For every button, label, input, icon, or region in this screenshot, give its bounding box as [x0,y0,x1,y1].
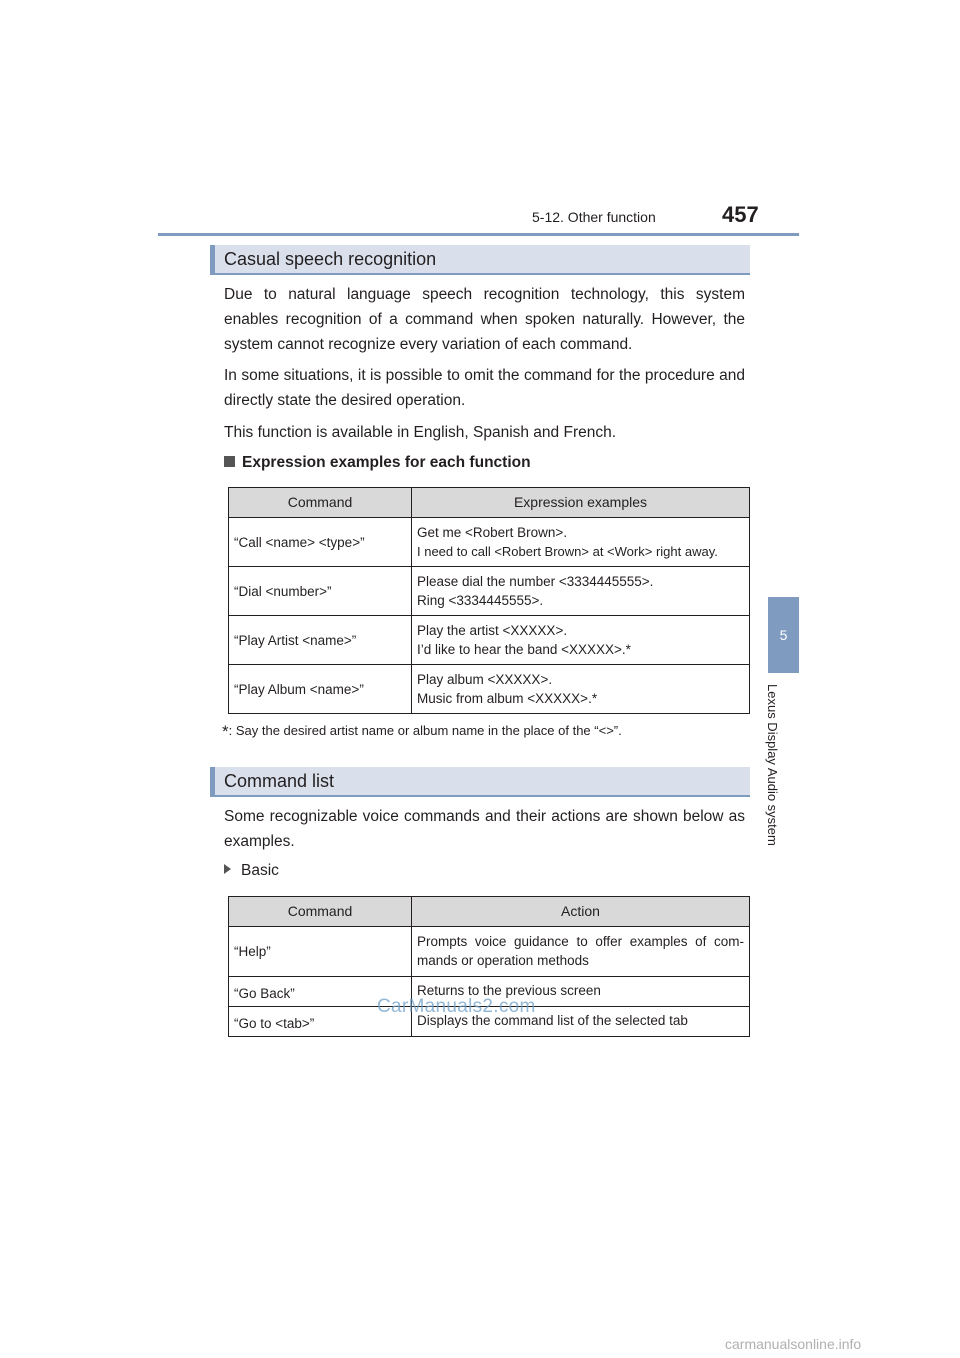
paragraph-casual-3: This function is available in English, Spanish and French. [224,424,617,441]
footnote-mark: * [222,722,229,741]
command-cell: “Go Back” [229,977,412,1007]
bullet-basic [224,862,279,880]
column-header-command: Command [229,897,412,927]
column-header-expression: Expression examples [412,488,750,518]
chapter-tab [768,597,799,673]
expression-line: Ring <3334445555>. [417,593,544,608]
triangle-bullet-icon [224,864,231,874]
section-heading-command-list [210,767,750,797]
subheading-expression-examples [224,454,531,472]
chapter-title-vertical [765,684,790,864]
command-cell: “Dial <number>” [229,567,412,616]
chapter-title: Lexus Display Audio system [765,684,780,846]
command-cell: “Call <name> <type>” [229,518,412,567]
footnote [222,722,622,742]
header-rule [158,233,799,236]
paragraph-casual-2: In some situations, it is possible to omit the command for the procedure and directly state the desired operation. [224,367,745,409]
paragraph-casual-1: Due to natural language speech recognition technology, this system enables recognition of a command when spoken naturally. However, the system cannot recognize every variation of each command. [224,286,745,353]
header-section-title: 5-12. Other function [532,209,656,225]
chapter-number: 5 [779,627,788,643]
square-bullet-icon [224,456,235,467]
footnote-text: : Say the desired artist name or album name in the place of the “<>”. [228,723,622,738]
column-header-action: Action [412,897,750,927]
bullet-text: Basic [241,862,279,879]
expression-cell [412,567,750,616]
table-row [229,567,750,616]
watermark-footer: carmanualsonline.info [725,1336,862,1352]
expression-cell [412,518,750,567]
watermark-overlay: CarManuals2.com [377,996,536,1017]
paragraph-command-list: Some recognizable voice commands and their actions are shown below as examples. [224,808,745,850]
expression-line: I need to call <Robert Brown> at <Work> right away. [417,544,718,559]
expression-line: Please dial the number <3334445555>. [417,574,654,589]
command-cell: “Play Artist <name>” [229,616,412,665]
expression-line: Play the artist <XXXXX>. [417,623,568,638]
action-cell: Returns to the previous screen [412,977,750,1007]
command-cell: “Go to <tab>” [229,1007,412,1037]
section-title-casual: Casual speech recognition [224,249,437,269]
action-cell: Prompts voice guidance to offer examples of com- mands or operation methods [412,927,750,977]
command-cell: “Help” [229,927,412,977]
table-header-row [229,488,750,518]
expression-line: Get me <Robert Brown>. [417,525,568,540]
section-title-command-list: Command list [224,771,335,791]
expression-cell [412,616,750,665]
section-heading-casual [210,245,750,275]
command-cell: “Play Album <name>” [229,665,412,714]
expression-line: Play album <XXXXX>. [417,672,553,687]
page-number: 457 [722,202,759,227]
expression-examples-table [228,487,750,714]
expression-line: I’d like to hear the band <XXXXX>.* [417,642,631,657]
table-row [229,518,750,567]
column-header-command: Command [229,488,412,518]
table-row [229,927,750,977]
expression-line: Music from album <XXXXX>.* [417,691,598,706]
table-row [229,616,750,665]
action-cell: Displays the command list of the selected tab [412,1007,750,1037]
subheading-text: Expression examples for each function [242,454,531,471]
expression-cell [412,665,750,714]
table-header-row [229,897,750,927]
table-row [229,665,750,714]
